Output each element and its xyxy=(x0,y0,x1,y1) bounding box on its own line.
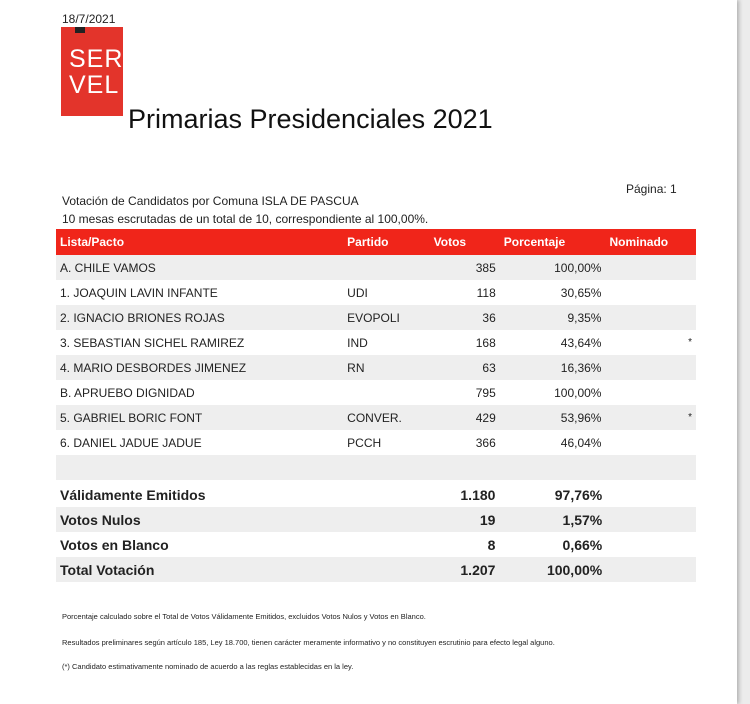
row-name: 6. DANIEL JADUE JADUE xyxy=(60,435,202,450)
report-date: 18/7/2021 xyxy=(62,12,116,26)
row-percent: 100,00% xyxy=(554,385,602,400)
logo-mark xyxy=(75,27,85,33)
row-votes: 63 xyxy=(430,355,500,380)
totals-votes: 8 xyxy=(487,536,496,553)
row-votes: 168 xyxy=(475,335,496,350)
totals-percent: 97,76% xyxy=(554,486,603,503)
totals-votes: 19 xyxy=(428,507,499,532)
row-nominated xyxy=(605,255,696,280)
totals-table xyxy=(56,482,696,582)
row-nominated xyxy=(605,355,696,380)
row-party: CONVER. xyxy=(343,405,429,430)
report-subtitle: Votación de Candidatos por Comuna ISLA DE PASCUA xyxy=(62,194,359,208)
totals-label: Válidamente Emitidos xyxy=(60,486,206,503)
servel-logo xyxy=(61,27,123,116)
row-votes: 385 xyxy=(430,255,500,280)
row-party: UDI xyxy=(347,285,368,300)
row-nominated xyxy=(605,430,696,455)
table-row xyxy=(56,355,696,380)
table-row xyxy=(56,330,696,355)
row-percent: 43,64% xyxy=(560,335,602,350)
row-nominated: * xyxy=(605,405,696,430)
row-percent: 100,00% xyxy=(500,255,606,280)
logo-text-line1: SER xyxy=(69,44,124,73)
row-name: 2. IGNACIO BRIONES ROJAS xyxy=(56,305,343,330)
totals-empty-cell xyxy=(606,557,696,582)
totals-votes: 1.207 xyxy=(428,557,499,582)
totals-label: Total Votación xyxy=(56,557,428,582)
totals-row xyxy=(56,507,696,532)
row-party: PCCH xyxy=(347,435,382,450)
report-coverage: 10 mesas escrutadas de un total de 10, correspondiente al 100,00%. xyxy=(62,212,429,226)
page-number: Página: 1 xyxy=(626,182,677,196)
table-row xyxy=(56,405,696,430)
column-header-votos: Votos xyxy=(430,229,500,255)
table-row xyxy=(56,380,696,405)
totals-row xyxy=(56,482,696,507)
row-nominated: * xyxy=(688,337,692,348)
row-party: RN xyxy=(343,355,429,380)
totals-label: Votos Nulos xyxy=(56,507,428,532)
row-percent: 9,35% xyxy=(500,305,606,330)
row-name: 3. SEBASTIAN SICHEL RAMIREZ xyxy=(60,335,245,350)
table-header-row xyxy=(56,229,696,255)
totals-percent: 1,57% xyxy=(499,507,606,532)
column-header-porcentaje: Porcentaje xyxy=(500,229,606,255)
table-row xyxy=(56,255,696,280)
results-table xyxy=(56,229,696,480)
logo-text-line2: VEL xyxy=(69,70,120,99)
row-name: 1. JOAQUIN LAVIN INFANTE xyxy=(60,285,218,300)
row-party xyxy=(343,255,429,280)
column-header-lista: Lista/Pacto xyxy=(56,229,343,255)
row-percent: 30,65% xyxy=(560,285,602,300)
row-party: IND xyxy=(347,335,368,350)
totals-empty-cell xyxy=(606,507,696,532)
row-nominated xyxy=(605,280,696,305)
row-percent: 53,96% xyxy=(500,405,606,430)
table-row xyxy=(56,280,696,305)
row-nominated xyxy=(605,380,696,405)
row-party: EVOPOLI xyxy=(343,305,429,330)
column-header-nominado: Nominado xyxy=(605,229,696,255)
totals-row xyxy=(56,557,696,582)
row-votes: 795 xyxy=(475,385,496,400)
row-name: B. APRUEBO DIGNIDAD xyxy=(60,385,195,400)
table-row xyxy=(56,305,696,330)
row-votes: 118 xyxy=(476,285,496,300)
totals-empty-cell xyxy=(606,532,696,557)
footnote-nominated: (*) Candidato estimativamente nominado de acuerdo a las reglas establecidas en la ley. xyxy=(62,662,354,671)
totals-percent: 100,00% xyxy=(499,557,606,582)
row-name: 4. MARIO DESBORDES JIMENEZ xyxy=(56,355,343,380)
totals-row xyxy=(56,532,696,557)
footnote-percentage: Porcentaje calculado sobre el Total de Votos Válidamente Emitidos, excluidos Votos Nulos y Votos en Blanco. xyxy=(62,612,426,621)
column-header-partido: Partido xyxy=(343,229,429,255)
totals-empty-cell xyxy=(606,482,696,507)
spacer-cell xyxy=(56,455,696,480)
totals-percent: 0,66% xyxy=(562,536,603,553)
row-party xyxy=(343,380,429,405)
row-votes: 36 xyxy=(430,305,500,330)
row-votes: 429 xyxy=(430,405,500,430)
footnote-legal: Resultados preliminares según artículo 185, Ley 18.700, tienen carácter meramente informativo y no constituyen escrutinio para efecto legal alguno. xyxy=(62,638,555,647)
totals-label: Votos en Blanco xyxy=(60,536,169,553)
table-row xyxy=(56,430,696,455)
row-percent: 16,36% xyxy=(500,355,606,380)
table-spacer-row xyxy=(56,455,696,480)
row-name: 5. GABRIEL BORIC FONT xyxy=(56,405,343,430)
row-name: A. CHILE VAMOS xyxy=(56,255,343,280)
row-votes: 366 xyxy=(475,435,496,450)
totals-votes: 1.180 xyxy=(460,486,496,503)
row-percent: 46,04% xyxy=(560,435,602,450)
report-title: Primarias Presidenciales 2021 xyxy=(128,104,493,134)
row-nominated xyxy=(605,305,696,330)
